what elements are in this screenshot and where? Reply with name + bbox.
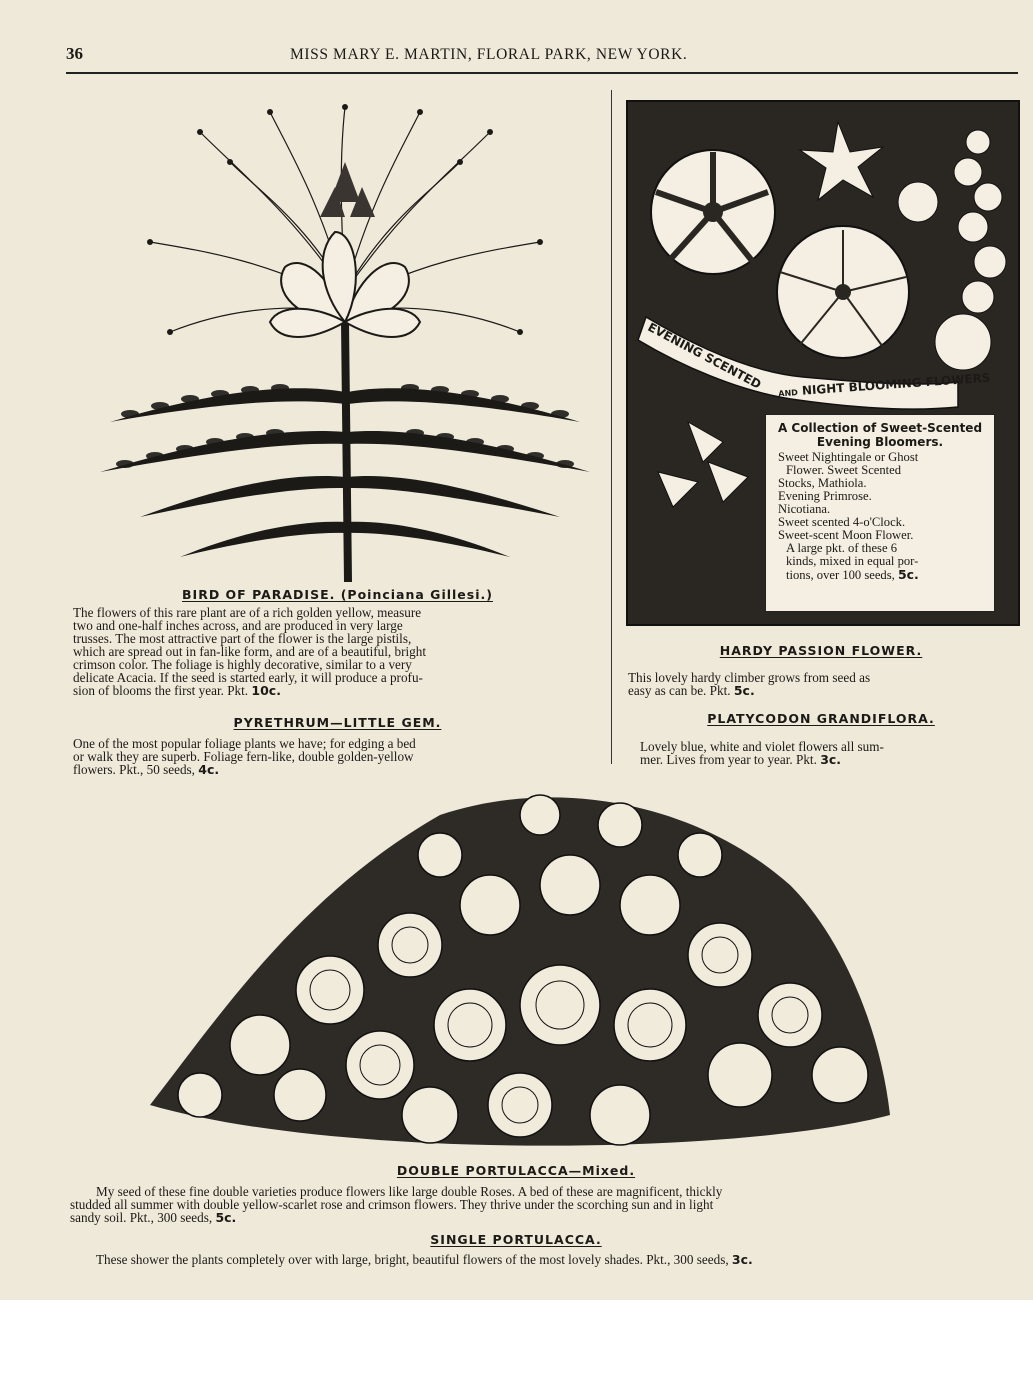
description-line: two and one-half inches across, and are produced in very large [73, 618, 403, 633]
running-head: MISS MARY E. MARTIN, FLORAL PARK, NEW YORK. [290, 46, 688, 63]
description-text: flowers. Pkt., 50 seeds, [73, 762, 195, 777]
bird-of-paradise-heading: BIRD OF PARADISE. (Poinciana Gillesi.) [182, 587, 493, 602]
collection-line: kinds, mixed in equal por- [786, 554, 919, 568]
description-text: mer. Lives from year to year. Pkt. [640, 752, 817, 767]
bird-of-paradise-illustration [90, 92, 600, 582]
double-portulacca-description [70, 1185, 1004, 1224]
price: 5c. [733, 683, 755, 698]
description-line: trusses. The most attractive part of the flower is the large pistils, [73, 631, 412, 646]
collection-line: Stocks, Mathiola. [778, 476, 867, 490]
banner-line-1: EVENING SCENTED [645, 320, 764, 392]
price: 3c. [731, 1252, 753, 1267]
collection-text: tions, over 100 seeds, [786, 568, 895, 582]
platycodon-heading: PLATYCODON GRANDIFLORA. [707, 711, 935, 726]
portulacca-illustration [140, 775, 900, 1163]
collection-line [786, 568, 994, 582]
single-portulacca-heading: SINGLE PORTULACCA. [430, 1232, 602, 1247]
description-line: crimson color. The foliage is highly decorative, similar to a very [73, 657, 412, 672]
description-line [96, 1253, 1006, 1266]
column-divider [611, 90, 612, 764]
collection-line: Sweet Nightingale or Ghost [778, 450, 919, 464]
description-line: One of the most popular foliage plants we have; for edging a bed [73, 736, 416, 751]
description-line [70, 1211, 1004, 1224]
description-line: or walk they are superb. Foliage fern-like, double golden-yellow [73, 749, 414, 764]
double-portulacca-heading: DOUBLE PORTULACCA—Mixed. [396, 1163, 636, 1178]
price: 3c. [820, 752, 842, 767]
collection-line: Sweet scented 4-o'Clock. [778, 515, 906, 529]
collection-line: Nicotiana. [778, 502, 831, 516]
description-text: easy as can be. Pkt. [628, 683, 731, 698]
price: 10c. [251, 683, 281, 698]
description-text: sandy soil. Pkt., 300 seeds, [70, 1210, 213, 1225]
price: 5c. [897, 567, 919, 582]
collection-line: Flower. Sweet Scented [786, 463, 902, 477]
bottom-margin [0, 1300, 1033, 1390]
page-number: 36 [66, 44, 83, 63]
description-line: studded all summer with double yellow-scarlet rose and crimson flowers. They thrive under the scorching sun and in light [70, 1197, 714, 1212]
collection-inset [765, 414, 995, 612]
pyrethrum-description [73, 737, 598, 776]
description-line: Lovely blue, white and violet flowers all sum- [640, 739, 884, 754]
banner-and: AND [778, 388, 799, 399]
hardy-passion-description [628, 671, 1008, 697]
evening-flowers-panel [626, 100, 1020, 626]
description-line: delicate Acacia. If the seed is started early, it will produce a profu- [73, 670, 423, 685]
price: 4c. [198, 762, 220, 777]
collection-line: A large pkt. of these 6 [786, 541, 897, 555]
banner-line-2: NIGHT BLOOMING FLOWERS [801, 370, 991, 398]
pyrethrum-heading: PYRETHRUM—LITTLE GEM. [233, 715, 442, 730]
collection-line: Sweet-scent Moon Flower. [778, 528, 914, 542]
collection-line: Evening Primrose. [778, 489, 872, 503]
description-line: The flowers of this rare plant are of a rich golden yellow, measure [73, 605, 422, 620]
platycodon-description [640, 740, 1012, 766]
single-portulacca-description [96, 1253, 1006, 1266]
description-line [73, 684, 598, 697]
description-line: This lovely hardy climber grows from seed as [628, 670, 871, 685]
description-text: sion of blooms the first year. Pkt. [73, 683, 249, 698]
collection-title: A Collection of Sweet-Scented Evening Bloomers. [777, 421, 983, 449]
description-line [628, 684, 1008, 697]
hardy-passion-heading: HARDY PASSION FLOWER. [719, 643, 923, 658]
header-rule [66, 72, 1018, 74]
description-line: My seed of these fine double varieties produce flowers like large double Roses. A bed of these are magnificent, thickly [96, 1184, 723, 1199]
description-line: which are spread out in fan-like form, and are of a beautiful, bright [73, 644, 426, 659]
description-text: These shower the plants completely over with large, bright, beautiful flowers of the most lovely shades. Pkt., 300 seeds, [96, 1252, 729, 1267]
price: 5c. [215, 1210, 237, 1225]
bird-of-paradise-description [73, 606, 598, 697]
description-line [640, 753, 1012, 766]
